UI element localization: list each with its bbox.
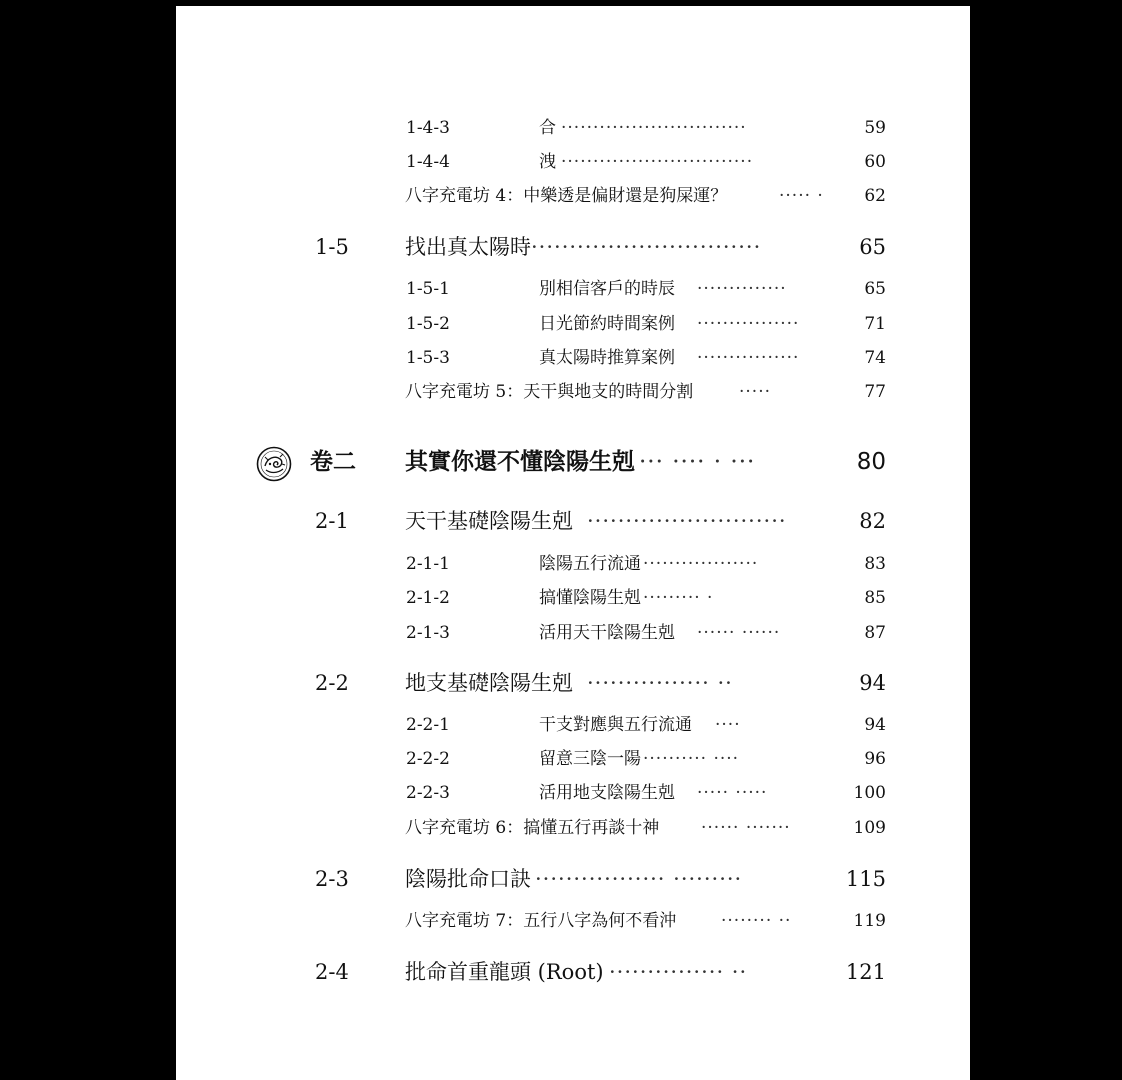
toc-title: 留意三陰一陽 xyxy=(539,749,641,769)
dot-leader: ·········· ···· xyxy=(643,749,740,769)
dot-leader: ················· ········· xyxy=(535,867,743,891)
page-number: 96 xyxy=(864,749,886,769)
toc-section-code: 2-4 xyxy=(315,960,349,984)
toc-row-aside[interactable] xyxy=(176,185,970,207)
toc-section-row[interactable] xyxy=(176,233,970,261)
toc-section-code: 2-3 xyxy=(315,867,349,891)
toc-code: 1-4-3 xyxy=(406,118,450,138)
toc-section-row[interactable] xyxy=(176,958,970,986)
toc-section-row[interactable] xyxy=(176,865,970,893)
toc-row[interactable] xyxy=(176,782,970,804)
dot-leader: ········· · xyxy=(643,588,714,608)
toc-row[interactable] xyxy=(176,748,970,770)
toc-section-title: 找出真太陽時 xyxy=(405,235,531,259)
toc-code: 2-2-2 xyxy=(406,749,450,769)
toc-title: 活用天干陰陽生剋 xyxy=(539,623,675,643)
toc-aside-title: 八字充電坊 5：天干與地支的時間分割 xyxy=(405,382,694,402)
dot-leader: ················ xyxy=(697,348,800,368)
toc-section-title: 地支基礎陰陽生剋 xyxy=(405,671,573,695)
toc-section-code: 2-2 xyxy=(315,671,349,695)
dot-leader: ····· ····· xyxy=(697,783,768,803)
toc-section-title: 批命首重龍頭 (Root) xyxy=(405,960,604,984)
page-number: 83 xyxy=(864,554,886,574)
toc-title: 真太陽時推算案例 xyxy=(539,348,675,368)
toc-row[interactable] xyxy=(176,347,970,369)
toc-section-title: 陰陽批命口訣 xyxy=(405,867,531,891)
toc-row[interactable] xyxy=(176,714,970,736)
toc-title: 活用地支陰陽生剋 xyxy=(539,783,675,803)
volume-label: 卷二 xyxy=(310,449,356,475)
page-number: 60 xyxy=(864,152,886,172)
page-number: 121 xyxy=(845,960,886,984)
page-number: 119 xyxy=(853,911,886,931)
page-number: 115 xyxy=(845,867,886,891)
toc-row-aside[interactable] xyxy=(176,381,970,403)
toc-section-title: 天干基礎陰陽生剋 xyxy=(405,509,573,533)
dot-leader: ········ ·· xyxy=(721,911,792,931)
dot-leader: ·························· xyxy=(587,509,787,533)
toc-aside-title: 八字充電坊 6：搞懂五行再談十神 xyxy=(405,818,660,838)
toc-row[interactable] xyxy=(176,587,970,609)
toc-code: 2-1-1 xyxy=(406,554,450,574)
dot-leader: ··· ···· · ··· xyxy=(639,449,756,475)
toc-aside-title: 八字充電坊 7：五行八字為何不看沖 xyxy=(405,911,677,931)
toc-code: 1-5-2 xyxy=(406,314,450,334)
toc-section-row[interactable] xyxy=(176,669,970,697)
page-number: 77 xyxy=(864,382,886,402)
page-number: 94 xyxy=(859,671,886,695)
toc-row[interactable] xyxy=(176,117,970,139)
page-number: 85 xyxy=(864,588,886,608)
toc-section-code: 2-1 xyxy=(315,509,349,533)
page-number: 87 xyxy=(864,623,886,643)
toc-row-aside[interactable] xyxy=(176,910,970,932)
page-number: 94 xyxy=(864,715,886,735)
toc-section-row[interactable] xyxy=(176,507,970,535)
document-page xyxy=(176,6,970,1080)
page-number: 100 xyxy=(853,783,886,803)
dot-leader: ······························ xyxy=(561,152,754,172)
toc-code: 2-2-1 xyxy=(406,715,450,735)
page-number: 65 xyxy=(859,235,886,259)
dot-leader: ······ ······ xyxy=(697,623,781,643)
toc-row[interactable] xyxy=(176,278,970,300)
dot-leader: ·············· xyxy=(697,279,787,299)
toc-section-code: 1-5 xyxy=(315,235,349,259)
toc-volume-row[interactable] xyxy=(176,446,970,478)
toc-title: 搞懂陰陽生剋 xyxy=(539,588,641,608)
toc-code: 2-1-3 xyxy=(406,623,450,643)
page-number: 59 xyxy=(864,118,886,138)
toc-row[interactable] xyxy=(176,151,970,173)
toc-title: 別相信客戶的時辰 xyxy=(539,279,675,299)
page-number: 82 xyxy=(859,509,886,533)
dot-leader: ····· · xyxy=(779,186,824,206)
toc-title: 日光節約時間案例 xyxy=(539,314,675,334)
toc-row[interactable] xyxy=(176,553,970,575)
dot-leader: ················ xyxy=(697,314,800,334)
dot-leader: ······ ······· xyxy=(701,818,791,838)
dot-leader: ···· xyxy=(715,715,741,735)
dot-leader: ····· xyxy=(739,382,772,402)
toc-title: 陰陽五行流通 xyxy=(539,554,641,574)
page-number: 74 xyxy=(864,348,886,368)
toc-code: 1-5-3 xyxy=(406,348,450,368)
toc-row[interactable] xyxy=(176,622,970,644)
page-number: 71 xyxy=(864,314,886,334)
dot-leader: ······························ xyxy=(531,235,762,259)
dot-leader: ····························· xyxy=(561,118,747,138)
page-number: 109 xyxy=(853,818,886,838)
toc-title: 洩 xyxy=(539,152,556,172)
dot-leader: ················ ·· xyxy=(587,671,733,695)
page-number: 65 xyxy=(864,279,886,299)
toc-title: 干支對應與五行流通 xyxy=(539,715,692,735)
toc-row-aside[interactable] xyxy=(176,817,970,839)
toc-code: 1-4-4 xyxy=(406,152,450,172)
toc-title: 合 xyxy=(539,118,556,138)
toc-row[interactable] xyxy=(176,313,970,335)
toc-aside-title: 八字充電坊 4：中樂透是偏財還是狗屎運？ xyxy=(405,186,728,206)
toc-code: 2-2-3 xyxy=(406,783,450,803)
dot-leader: ··············· ·· xyxy=(609,960,748,984)
dot-leader: ·················· xyxy=(643,554,759,574)
page-number: 62 xyxy=(864,186,886,206)
volume-title: 其實你還不懂陰陽生剋 xyxy=(405,449,635,475)
toc-code: 1-5-1 xyxy=(406,279,450,299)
page-number: 80 xyxy=(856,449,886,475)
toc-code: 2-1-2 xyxy=(406,588,450,608)
